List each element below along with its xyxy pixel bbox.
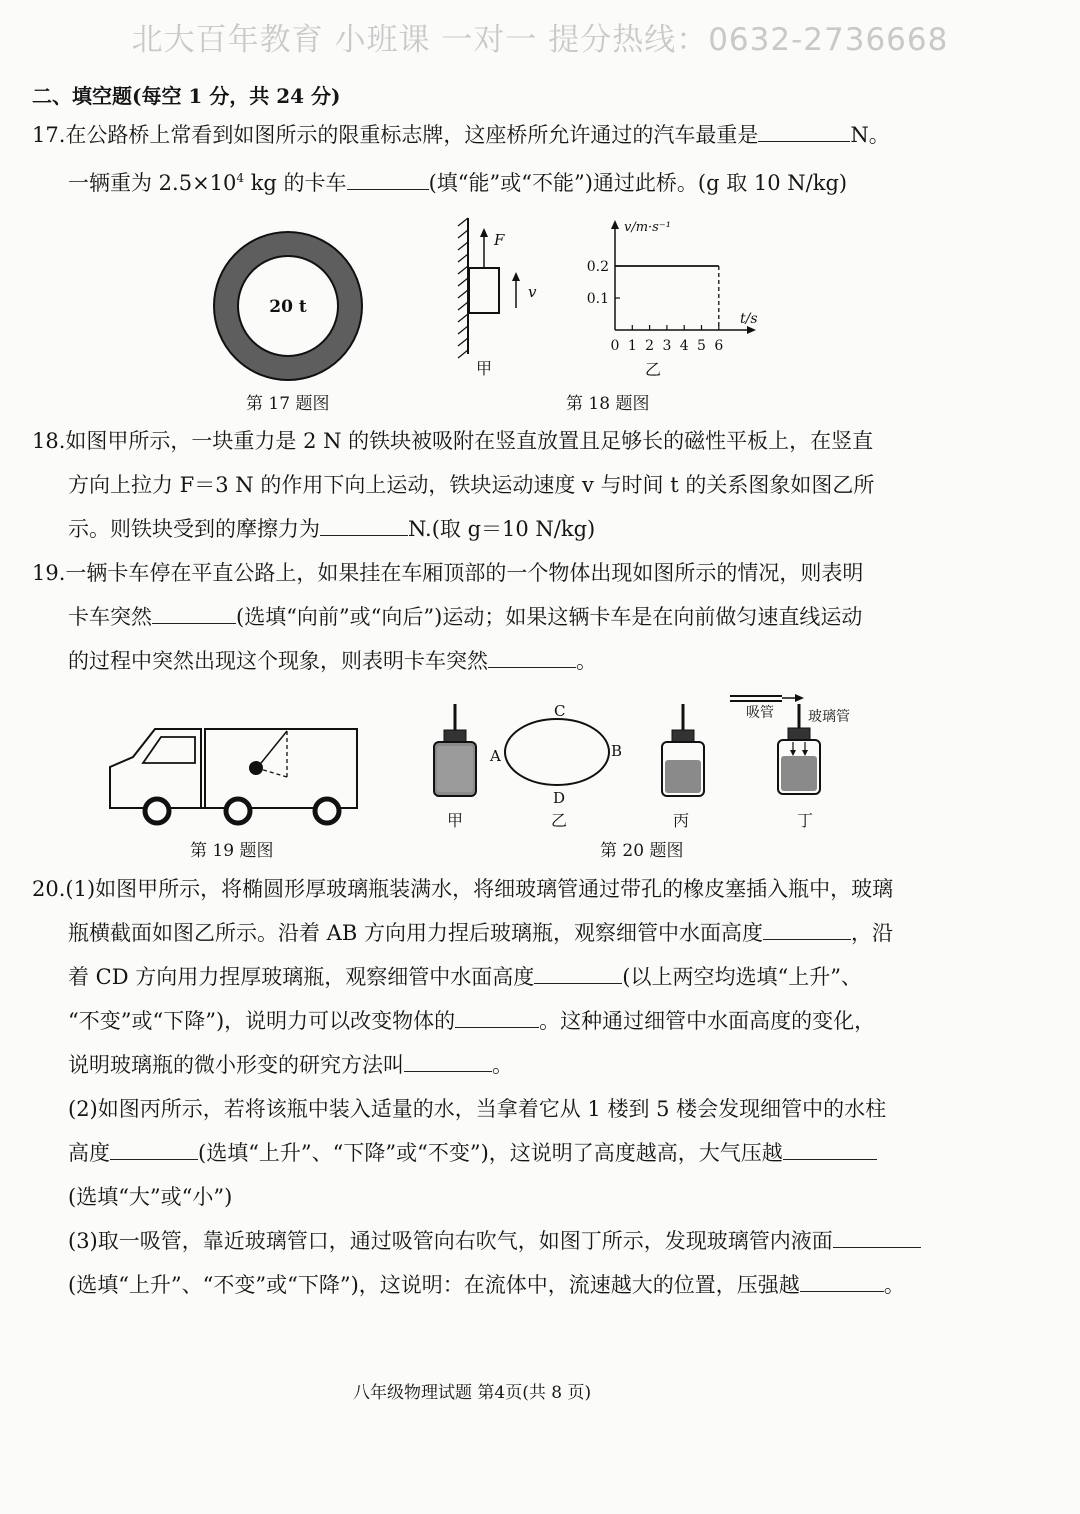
q20-p2-line-2 <box>68 1139 877 1167</box>
section-title: 二、填空题(每空 1 分，共 24 分) <box>32 84 341 108</box>
x-tick-label: 2 <box>645 338 655 354</box>
q20-blank-2[interactable] <box>534 963 622 984</box>
q19-text-2a: 卡车突然 <box>68 605 152 629</box>
truck-wheel <box>226 799 250 823</box>
fig18-jia-label: 甲 <box>475 359 493 378</box>
sign-text: 20 t <box>269 297 307 317</box>
q20-text-p1-5a: 说明玻璃瓶的微小形变的研究方法叫 <box>68 1053 404 1077</box>
x-tick-label: 0 <box>610 338 620 354</box>
q20-text-p1-4a: “不变”或“下降”)，说明力可以改变物体的 <box>68 1009 456 1033</box>
q20-text-p1-4b: 。这种通过细管中水面高度的变化， <box>539 1009 876 1033</box>
q20-p1-line-1: 20.(1)如图甲所示，将椭圆形厚玻璃瓶装满水，将细玻璃管通过带孔的橡皮塞插入瓶中，玻璃 <box>32 877 894 901</box>
q17-line-2 <box>68 164 847 197</box>
q20-blank-1[interactable] <box>763 919 851 940</box>
page-footer: 八年级物理试题 第4页(共 8 页) <box>353 1383 592 1403</box>
q17-text-2a: 一辆重为 2.5×10 <box>68 171 237 195</box>
point-c: C <box>554 702 566 720</box>
truck-cargo-box <box>205 729 357 808</box>
q20-blank-3[interactable] <box>455 1007 539 1028</box>
q20-text-p1-3b: (以上两空均选填“上升”、 <box>622 965 862 989</box>
fig19-caption: 第 19 题图 <box>190 841 274 861</box>
q17-line-1 <box>32 121 890 149</box>
q19-text-3b: 。 <box>576 649 597 673</box>
y-axis-label: v/m·s⁻¹ <box>624 220 671 235</box>
y-tick-label: 0.2 <box>586 259 609 275</box>
fig20-jia-bottle <box>425 700 485 800</box>
point-a: A <box>490 747 501 765</box>
q20-text-p3-2a: (选填“上升”、“不变”或“下降”)，这说明：在流体中，流速越大的位置，压强越 <box>68 1273 800 1297</box>
q18-line-3 <box>68 515 595 543</box>
x-tick-label: 4 <box>679 338 689 354</box>
q20-p1-line-4 <box>68 1007 875 1035</box>
force-label: F <box>494 231 505 249</box>
fig18-caption: 第 18 题图 <box>566 394 650 414</box>
q18-text-3b: N.(取 g＝10 N/kg) <box>408 517 596 541</box>
q20-text-p3-1: (3)取一吸管，靠近玻璃管口，通过吸管向右吹气，如图丁所示，发现玻璃管内液面 <box>68 1229 833 1253</box>
q17-exponent: 4 <box>236 171 245 185</box>
q20-text-p3-2b: 。 <box>883 1273 905 1297</box>
fig20-bing-bottle <box>655 700 715 800</box>
q20-p3-line-1 <box>68 1227 921 1255</box>
q20-blank-7[interactable] <box>833 1227 921 1248</box>
truck-diagram <box>105 715 365 830</box>
x-axis-label: t/s <box>740 311 758 327</box>
fig20-bing-label: 丙 <box>673 811 690 830</box>
q20-text-p2-2a: 高度 <box>68 1141 110 1165</box>
glass-tube-label: 玻璃管 <box>808 709 850 725</box>
q19-line-1: 19.一辆卡车停在平直公路上，如果挂在车厢顶部的一个物体出现如图所示的情况，则表明 <box>32 561 864 585</box>
q20-blank-5[interactable] <box>110 1139 198 1160</box>
fig18-jia-diagram <box>450 212 550 382</box>
q20-p3-line-2 <box>68 1271 905 1299</box>
velocity-label: v <box>528 283 537 301</box>
q17-blank-2[interactable] <box>347 169 429 190</box>
fig20-jia-label: 甲 <box>447 811 464 830</box>
x-tick-label: 3 <box>662 338 672 354</box>
q18-line-1: 18.如图甲所示，一块重力是 2 N 的铁块被吸附在竖直放置且足够长的磁性平板上，在竖直 <box>32 429 874 453</box>
y-tick-label: 0.1 <box>586 291 609 307</box>
fig20-caption: 第 20 题图 <box>600 841 684 861</box>
q19-blank-2[interactable] <box>488 647 576 668</box>
q19-line-3 <box>68 647 597 675</box>
q17-text-2c: (填“能”或“不能”)通过此桥。(g 取 10 N/kg) <box>428 171 848 195</box>
q20-text-p1-3a: 着 CD 方向用力捏厚玻璃瓶，观察细管中水面高度 <box>68 965 535 989</box>
q18-text-3a: 示。则铁块受到的摩擦力为 <box>68 517 320 541</box>
fig20-ding-setup <box>720 690 870 802</box>
fig17-caption: 第 17 题图 <box>246 394 330 414</box>
q19-text-3a: 的过程中突然出现这个现象，则表明卡车突然 <box>68 649 488 673</box>
q20-text-p1-2a: 瓶横截面如图乙所示。沿着 AB 方向用力捏后玻璃瓶，观察细管中水面高度 <box>68 921 763 945</box>
x-tick-label: 1 <box>627 338 637 354</box>
watermark: 北大百年教育 小班课 一对一 提分热线：0632-2736668 <box>131 22 949 58</box>
q20-p2-line-3: (选填“大”或“小”) <box>68 1185 233 1209</box>
straw-label: 吸管 <box>746 705 774 721</box>
weight-limit-sign <box>210 228 370 388</box>
q20-text-p2-2b: (选填“上升”、“下降”或“不变”)，这说明了高度越高，大气压越 <box>198 1141 783 1165</box>
q19-line-2 <box>68 603 862 631</box>
q17-text-1b: N。 <box>850 123 890 147</box>
q20-blank-6[interactable] <box>783 1139 877 1160</box>
q20-p1-line-2 <box>68 919 893 947</box>
q19-text-2b: (选填“向前”或“向后”)运动；如果这辆卡车是在向前做匀速直线运动 <box>236 605 863 629</box>
point-d: D <box>553 789 566 805</box>
q20-blank-8[interactable] <box>800 1271 884 1292</box>
fig18-vt-chart <box>580 212 770 382</box>
q20-text-p1-5b: 。 <box>492 1053 513 1077</box>
q20-blank-4[interactable] <box>404 1051 492 1072</box>
q20-p1-line-5 <box>68 1051 513 1079</box>
q18-line-2: 方向上拉力 F＝3 N 的作用下向上运动，铁块运动速度 v 与时间 t 的关系图象如图乙所 <box>68 473 875 497</box>
q20-text-p1-2b: ，沿 <box>850 921 893 945</box>
q20-p2-line-1: (2)如图丙所示，若将该瓶中装入适量的水，当拿着它从 1 楼到 5 楼会发现细管中的水柱 <box>68 1097 887 1121</box>
q17-blank-1[interactable] <box>758 121 850 142</box>
truck-wheel <box>145 799 169 823</box>
fig18-yi-label: 乙 <box>644 360 662 379</box>
q17-text-1a: 17.在公路桥上常看到如图所示的限重标志牌，这座桥所允许通过的汽车最重是 <box>32 123 759 147</box>
fig20-yi-label: 乙 <box>551 811 568 830</box>
hanging-object <box>249 761 263 775</box>
truck-wheel <box>315 799 339 823</box>
q18-blank[interactable] <box>320 515 408 536</box>
fig20-ding-label: 丁 <box>797 811 814 830</box>
q17-text-2b: kg 的卡车 <box>244 171 347 195</box>
q19-blank-1[interactable] <box>152 603 236 624</box>
point-b: B <box>611 742 623 760</box>
x-tick-label: 6 <box>714 338 724 354</box>
q20-p1-line-3 <box>68 963 862 991</box>
fig20-yi-ellipse <box>485 700 625 805</box>
iron-block <box>469 268 499 313</box>
x-tick-label: 5 <box>697 338 706 354</box>
